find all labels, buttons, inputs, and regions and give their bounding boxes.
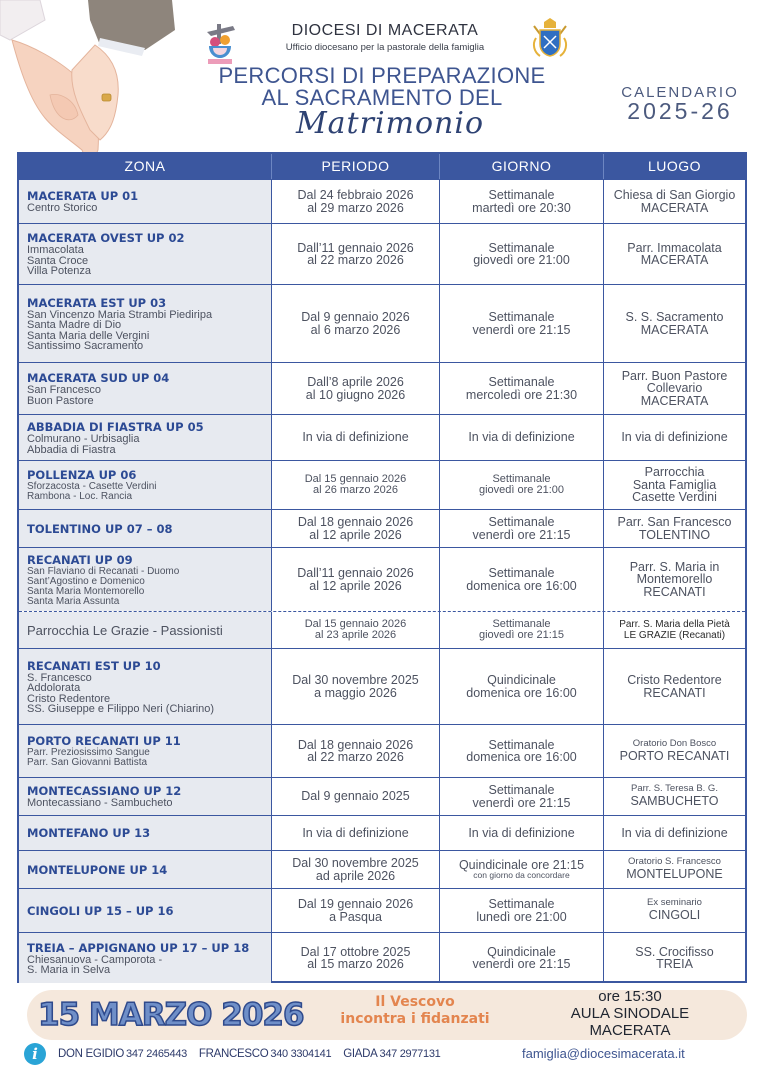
zone-cell [19,285,272,362]
period-line: Dal 17 ottobre 2025 [300,944,411,959]
table-row [19,888,745,932]
zone-cell [19,548,272,611]
day-cell [440,461,604,509]
zone-name: MACERATA EST UP 03 [27,295,167,310]
zone-cell [19,649,272,724]
place-line: In via di definizione [621,825,728,840]
zone-name: ABBADIA DI FIASTRA UP 05 [27,420,204,434]
day-cell [440,612,604,648]
zone-parish: Santa Croce [27,254,89,267]
calendar-label: CALENDARIO [621,84,739,101]
zone-name: RECANATI EST UP 10 [27,658,161,673]
place-cell [604,816,745,850]
place-line: In via di definizione [621,430,728,445]
place-line: Parr. S. Teresa B. G. [631,783,718,794]
day-line: Settimanale [488,783,555,797]
contact-name: DON EGIDIO [58,1048,125,1060]
zone-parish: Sant’Agostino e Domenico [27,575,145,587]
holding-hands-illustration [0,0,180,168]
day-cell [440,224,604,284]
table-row [19,777,745,815]
day-cell [440,851,604,888]
place-line: Parr. San Francesco [617,515,732,529]
zone-parish: Villa Potenza [27,265,92,278]
event-time: ore 15:30 [598,988,662,1005]
period-line: Dall’11 gennaio 2026 [297,566,414,580]
zone-parish: Rambona - Loc. Rancia [27,491,133,502]
period-cell [272,548,440,611]
zone-name: MONTEFANO UP 13 [27,826,151,840]
day-line: con giorno da concordare [473,870,570,881]
zone-name: MACERATA SUD UP 04 [27,371,170,385]
place-cell [604,363,745,414]
period-cell [272,510,440,547]
pastorale-famiglia-logo [203,20,239,66]
zone-parish: San Vincenzo Maria Strambi Piediripa [27,308,213,321]
place-cell [604,415,745,460]
period-line: Dal 15 gennaio 2026 [304,618,407,630]
period-line: a maggio 2026 [314,685,397,700]
day-line: In via di definizione [468,430,575,445]
zone-name: POLLENZA UP 06 [27,468,137,482]
day-cell [440,415,604,460]
table-row [19,611,745,648]
zone-parish: Santa Madre di Dio [27,319,122,331]
zone-name: CINGOLI UP 15 – UP 16 [27,903,174,918]
day-line: giovedì ore 21:00 [478,484,564,496]
zone-parish: San Francesco [27,384,101,396]
zone-parish: Addolorata [27,682,81,694]
day-line: Settimanale [492,618,551,630]
place-line: Cristo Redentore [627,673,722,687]
event-place [530,988,730,1039]
info-icon: i [24,1043,46,1065]
contact-name: FRANCESCO [198,1048,269,1060]
period-line: Dal 30 novembre 2025 [292,856,419,870]
day-line: domenica ore 16:00 [466,685,577,700]
diocese-name: DIOCESI DI MACERATA [291,22,479,39]
event-venue-line-1: AULA SINODALE [570,1005,690,1022]
zone-name: MONTECASSIANO UP 12 [27,784,182,799]
table-row [19,179,745,223]
zone-parish: Cristo Redentore [27,692,111,705]
zone-parish: Santa Maria delle Vergini [27,329,150,342]
period-cell [272,180,440,223]
day-line: Settimanale [488,188,555,202]
zone-parish: Buon Pastore [27,394,94,407]
place-line: MACERATA [640,200,709,215]
place-line: Parr. S. Maria in [629,559,720,574]
period-line: a Pasqua [329,909,382,924]
zone-cell [19,816,272,850]
place-line: CINGOLI [648,908,701,922]
contact-email[interactable]: famiglia@diocesimacerata.it [522,1046,685,1061]
contact-phone[interactable]: 340 3304141 [270,1048,332,1060]
zone-name: MONTELUPONE UP 14 [27,862,168,877]
table-row [19,815,745,850]
place-line: Ex seminario [647,897,702,908]
day-line: Settimanale [488,240,555,255]
day-line: Settimanale [488,897,555,911]
day-cell [440,510,604,547]
place-line: RECANATI [643,584,706,599]
day-cell [440,933,604,983]
place-line: Santa Famiglia [632,477,717,492]
zone-parish: Centro Storico [27,202,98,215]
day-cell [440,816,604,850]
period-cell [272,612,440,648]
place-cell [604,510,745,547]
table-row [19,932,745,983]
place-line: Casette Verdini [632,490,717,505]
office-name: Ufficio diocesano per la pastorale della famiglia [285,42,485,53]
day-cell [440,889,604,932]
period-line: Dal 19 gennaio 2026 [297,897,414,911]
period-line: Dal 24 febbraio 2026 [297,188,414,202]
place-cell [604,889,745,932]
day-line: Quindicinale [487,944,556,959]
place-line: MACERATA [640,322,709,337]
zone-parish: Montecassiano - Sambucheto [27,797,173,810]
place-line: Chiesa di San Giorgio [613,188,736,202]
place-line: S. S. Sacramento [625,310,724,324]
day-cell [440,180,604,223]
period-cell [272,649,440,724]
day-line: venerdì ore 21:15 [472,957,571,971]
place-line: Parrocchia [644,465,705,480]
period-line: Dal 9 gennaio 2026 [301,310,410,324]
day-line: In via di definizione [468,825,575,840]
zone-name: TOLENTINO UP 07 – 08 [27,521,173,536]
period-line: In via di definizione [302,825,409,840]
place-cell [604,778,745,815]
title-script: Matrimonio [295,106,485,141]
column-header-luogo: LUOGO [647,158,702,174]
period-line: al 6 marzo 2026 [310,322,401,337]
zone-parish: Sforzacosta - Casette Verdini [27,481,157,492]
place-line: SAMBUCHETO [630,794,719,808]
day-line: Settimanale [488,566,555,580]
zone-cell [19,415,272,460]
zone-cell [19,180,272,223]
zone-cell [19,461,272,509]
period-cell [272,933,440,983]
contact-phone[interactable]: 347 2465443 [126,1048,187,1060]
zone-parish: Immacolata [27,244,84,257]
period-line: al 10 giugno 2026 [305,387,406,402]
place-cell [604,649,745,724]
period-cell [272,816,440,850]
zone-parish: Parr. Preziosissimo Sangue [27,747,150,758]
period-line: al 23 aprile 2026 [314,629,397,641]
place-line: TREIA [656,957,693,971]
day-line: martedì ore 20:30 [472,200,571,215]
place-line: PORTO RECANATI [619,748,730,763]
place-line: Oratorio S. Francesco [628,856,721,867]
zone-name: MACERATA OVEST UP 02 [27,231,185,246]
table-row [19,648,745,724]
zone-parish: Santa Maria Montemorello [27,585,145,597]
zone-name: RECANATI UP 09 [27,552,133,567]
day-line: mercoledì ore 21:30 [465,387,578,402]
table-row [19,724,745,777]
zone-cell [19,612,272,648]
place-line: Parr. S. Maria della Pietà [619,619,730,630]
event-date: 15 MARZO 2026 [38,997,304,1033]
table-row [19,223,745,284]
title-line-1: PERCORSI DI PREPARAZIONE [218,63,546,88]
period-line: al 12 aprile 2026 [309,527,402,542]
place-line: Parr. Immacolata [627,240,722,255]
zone-parish: Colmurano - Urbisaglia [27,433,140,445]
day-line: venerdì ore 21:15 [472,527,571,542]
event-title-line-2: incontra i fidanzati [340,1011,490,1027]
zone-parish: SS. Giuseppe e Filippo Neri (Chiarino) [27,703,215,715]
zone-parish: Chiesanuova - Camporota - [27,953,163,966]
place-line: LE GRAZIE (Recanati) [623,630,726,641]
place-cell [604,285,745,362]
period-cell [272,778,440,815]
period-line: al 22 marzo 2026 [307,750,404,764]
day-line: Settimanale [488,375,555,389]
period-line: al 22 marzo 2026 [307,253,404,267]
day-line: venerdì ore 21:15 [472,795,571,810]
contacts-list [58,1048,449,1060]
table-row [19,362,745,414]
diocese-coat-of-arms [530,18,570,60]
column-header-periodo: PERIODO [272,154,440,179]
period-line: Dall’11 gennaio 2026 [297,240,414,255]
day-cell [440,778,604,815]
zone-name: MACERATA UP 01 [27,189,139,204]
schedule-table [17,152,747,983]
place-cell [604,180,745,223]
zone-cell [19,510,272,547]
place-line: Montemorello [636,572,713,587]
event-title-line-1: Il Vescovo [375,994,455,1010]
day-cell [440,725,604,777]
zone-cell [19,725,272,777]
day-line: giovedì ore 21:15 [478,629,564,641]
column-header-zona: ZONA [19,154,272,179]
place-cell [604,933,745,983]
zone-cell [19,851,272,888]
day-line: Settimanale [488,515,555,529]
day-line: giovedì ore 21:00 [473,253,570,267]
place-line: SS. Crocifisso [635,944,714,959]
place-line: Parr. Buon Pastore [621,368,728,383]
zone-parish: Santissimo Sacramento [27,340,144,352]
table-row [19,460,745,509]
zone-parish: Parr. San Giovanni Battista [27,757,148,768]
day-line: domenica ore 16:00 [466,750,577,764]
day-line: Quindicinale [487,673,556,687]
period-cell [272,851,440,888]
place-line: MACERATA [640,253,709,267]
period-line: Dal 30 novembre 2025 [292,673,419,687]
place-cell [604,224,745,284]
period-line: Dal 18 gennaio 2026 [297,515,414,529]
zone-parish: San Flaviano di Recanati - Duomo [27,565,180,577]
place-cell [604,612,745,648]
place-cell [604,851,745,888]
table-row [19,547,745,611]
zone-parish: Santa Maria Assunta [27,595,120,607]
day-line: Settimanale [488,310,555,324]
place-line: MONTELUPONE [626,867,723,881]
event-title [320,994,510,1028]
place-line: MACERATA [640,393,709,408]
period-line: In via di definizione [302,430,409,445]
place-line: TOLENTINO [638,527,711,542]
period-cell [272,224,440,284]
zone-parish: Abbadia di Fiastra [27,443,116,456]
day-cell [440,649,604,724]
zone-parish: S. Maria in Selva [27,964,111,976]
contact-name: GIADA [343,1048,378,1060]
period-cell [272,889,440,932]
period-cell [272,415,440,460]
day-line: Settimanale [488,737,555,752]
period-line: Dal 15 gennaio 2026 [304,473,407,485]
period-line: Dal 9 gennaio 2025 [301,789,410,804]
calendar-year: 2025-26 [627,98,733,124]
place-cell [604,461,745,509]
column-header-giorno: GIORNO [440,154,604,179]
period-cell [272,461,440,509]
period-cell [272,725,440,777]
day-line: Quindicinale ore 21:15 [458,857,585,872]
zone-parish: S. Francesco [27,671,92,684]
day-line: lunedì ore 21:00 [476,909,567,924]
period-line: Dal 18 gennaio 2026 [297,737,414,752]
zone-cell [19,778,272,815]
day-cell [440,548,604,611]
period-line: al 29 marzo 2026 [307,200,404,215]
table-row [19,850,745,888]
place-cell [604,725,745,777]
zone-name: PORTO RECANATI UP 11 [27,734,181,748]
place-line: Collevario [646,381,703,396]
place-line: RECANATI [643,685,706,700]
zone-cell [19,224,272,284]
zone-cell [19,933,272,983]
period-cell [272,285,440,362]
day-line: Settimanale [492,473,551,485]
day-line: domenica ore 16:00 [466,578,577,593]
day-cell [440,363,604,414]
place-line: Oratorio Don Bosco [632,737,717,749]
event-venue-line-2: MACERATA [589,1022,671,1039]
period-line: ad aprile 2026 [315,868,396,883]
period-cell [272,363,440,414]
day-line: venerdì ore 21:15 [472,322,571,337]
period-line: al 12 aprile 2026 [309,578,402,593]
period-line: Dall’8 aprile 2026 [307,375,404,389]
zone-cell [19,889,272,932]
zone-cell [19,363,272,414]
period-line: al 26 marzo 2026 [313,484,398,496]
place-cell [604,548,745,611]
table-row [19,284,745,362]
table-header [19,154,745,179]
table-row [19,414,745,460]
zone-name: Parrocchia Le Grazie - Passionisti [27,622,223,638]
zone-name: TREIA – APPIGNANO UP 17 – UP 18 [27,940,250,955]
table-row [19,509,745,547]
day-cell [440,285,604,362]
contact-phone[interactable]: 347 2977131 [379,1048,441,1060]
period-line: al 15 marzo 2026 [307,957,404,971]
title-line-2: AL SACRAMENTO DEL [261,85,503,110]
